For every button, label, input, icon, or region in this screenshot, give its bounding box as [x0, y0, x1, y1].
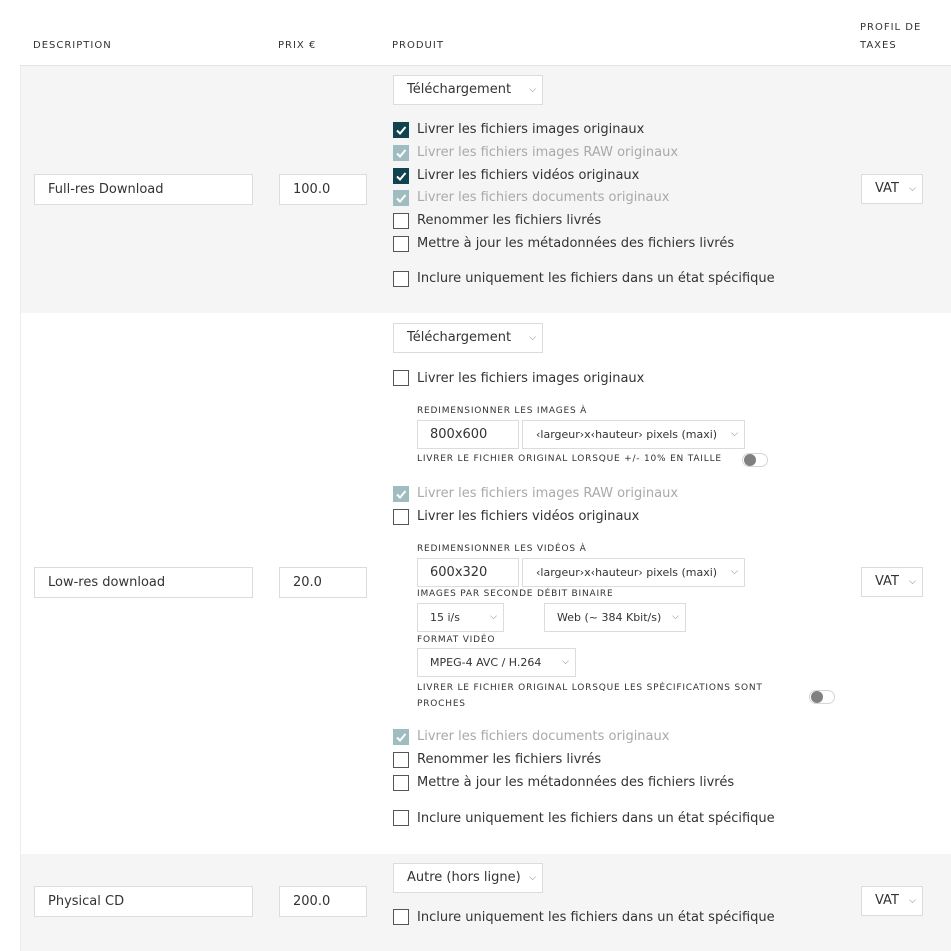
chevron-down-icon: ⌵ [529, 873, 536, 883]
fps-bitrate-label: IMAGES PAR SECONDE DÉBIT BINAIRE [417, 589, 614, 599]
checkbox-raw-images [393, 145, 409, 161]
checkbox-rename-files[interactable] [393, 752, 409, 768]
label-update-metadata: Mettre à jour les métadonnées des fichiers livrés [417, 775, 735, 790]
chevron-down-icon: ⌵ [909, 184, 916, 194]
header-tax-line2: TAXES [860, 40, 897, 51]
label-original-videos: Livrer les fichiers vidéos originaux [417, 168, 640, 183]
bitrate-select[interactable] [544, 603, 686, 632]
checkbox-original-images[interactable] [393, 370, 409, 386]
label-original-images: Livrer les fichiers images originaux [417, 371, 645, 386]
checkbox-original-videos[interactable] [393, 168, 409, 184]
video-keep-original-label-line2: PROCHES [417, 699, 466, 709]
video-format-label: FORMAT VIDÉO [417, 635, 496, 645]
chevron-down-icon: ⌵ [562, 657, 569, 667]
image-resize-unit-value: ‹largeur›x‹hauteur› pixels (maxi) [536, 428, 718, 441]
video-resize-label: REDIMENSIONNER LES VIDÉOS À [417, 544, 587, 554]
description-input[interactable]: Physical CD [34, 886, 253, 917]
header-price: PRIX € [278, 40, 317, 51]
label-specific-state: Inclure uniquement les fichiers dans un état spécifique [417, 811, 775, 826]
product-type-select[interactable] [393, 75, 543, 105]
toggle-knob [811, 691, 823, 703]
image-keep-original-label: LIVRER LE FICHIER ORIGINAL LORSQUE +/- 10% EN TAILLE [417, 454, 722, 464]
toggle-knob [744, 454, 756, 466]
checkbox-rename-files[interactable] [393, 213, 409, 229]
image-keep-original-toggle[interactable] [742, 453, 768, 467]
tax-profile-select[interactable] [861, 174, 923, 204]
label-original-images: Livrer les fichiers images originaux [417, 122, 645, 137]
tax-profile-value: VAT [875, 574, 899, 589]
header-product: PRODUIT [392, 40, 444, 51]
product-type-value: Téléchargement [407, 82, 512, 97]
bitrate-value: Web (~ 384 Kbit/s) [557, 611, 662, 624]
label-original-documents: Livrer les fichiers documents originaux [417, 729, 670, 744]
chevron-down-icon: ⌵ [731, 429, 738, 439]
tax-profile-value: VAT [875, 893, 899, 908]
chevron-down-icon: ⌵ [672, 612, 679, 622]
price-input[interactable]: 100.0 [279, 174, 367, 205]
checkbox-specific-state[interactable] [393, 810, 409, 826]
checkbox-original-documents [393, 190, 409, 206]
product-type-select[interactable] [393, 863, 543, 893]
image-resize-input[interactable]: 800x600 [417, 420, 519, 449]
video-keep-original-label-line1: LIVRER LE FICHIER ORIGINAL LORSQUE LES SPÉCIFICATIONS SONT [417, 683, 763, 693]
product-type-value: Téléchargement [407, 330, 512, 345]
label-rename-files: Renommer les fichiers livrés [417, 752, 602, 767]
checkbox-specific-state[interactable] [393, 909, 409, 925]
description-input[interactable]: Low-res download [34, 567, 253, 598]
label-specific-state: Inclure uniquement les fichiers dans un état spécifique [417, 910, 775, 925]
chevron-down-icon: ⌵ [909, 577, 916, 587]
table-header [20, 0, 951, 66]
checkbox-update-metadata[interactable] [393, 236, 409, 252]
checkbox-original-videos[interactable] [393, 509, 409, 525]
tax-profile-select[interactable] [861, 567, 923, 597]
video-keep-original-toggle[interactable] [809, 690, 835, 704]
checkbox-raw-images [393, 486, 409, 502]
table-row [20, 313, 951, 854]
tax-profile-value: VAT [875, 181, 899, 196]
header-description: DESCRIPTION [33, 40, 112, 51]
product-type-value: Autre (hors ligne) [407, 870, 521, 885]
table-row [20, 66, 951, 313]
video-resize-unit-value: ‹largeur›x‹hauteur› pixels (maxi) [536, 566, 718, 579]
chevron-down-icon: ⌵ [909, 896, 916, 906]
tax-profile-select[interactable] [861, 886, 923, 916]
table-row [20, 854, 951, 951]
fps-select[interactable] [417, 603, 504, 632]
image-resize-label: REDIMENSIONNER LES IMAGES À [417, 406, 588, 416]
price-input[interactable]: 200.0 [279, 886, 367, 917]
checkbox-update-metadata[interactable] [393, 775, 409, 791]
video-format-value: MPEG-4 AVC / H.264 [430, 656, 542, 669]
image-resize-unit-select[interactable] [522, 420, 745, 449]
product-type-select[interactable] [393, 323, 543, 353]
label-raw-images: Livrer les fichiers images RAW originaux [417, 145, 679, 160]
fps-value: 15 i/s [430, 611, 460, 624]
checkbox-original-images[interactable] [393, 122, 409, 138]
price-input[interactable]: 20.0 [279, 567, 367, 598]
label-rename-files: Renommer les fichiers livrés [417, 213, 602, 228]
label-original-videos: Livrer les fichiers vidéos originaux [417, 509, 640, 524]
video-resize-unit-select[interactable] [522, 558, 745, 587]
video-resize-input[interactable]: 600x320 [417, 558, 519, 587]
label-original-documents: Livrer les fichiers documents originaux [417, 190, 670, 205]
checkbox-original-documents [393, 729, 409, 745]
chevron-down-icon: ⌵ [731, 567, 738, 577]
checkbox-specific-state[interactable] [393, 271, 409, 287]
label-specific-state: Inclure uniquement les fichiers dans un état spécifique [417, 271, 775, 286]
header-tax-line1: PROFIL DE [860, 22, 922, 33]
chevron-down-icon: ⌵ [490, 612, 497, 622]
label-raw-images: Livrer les fichiers images RAW originaux [417, 486, 679, 501]
chevron-down-icon: ⌵ [529, 333, 536, 343]
video-format-select[interactable] [417, 648, 576, 677]
description-input[interactable]: Full-res Download [34, 174, 253, 205]
chevron-down-icon: ⌵ [529, 85, 536, 95]
label-update-metadata: Mettre à jour les métadonnées des fichiers livrés [417, 236, 735, 251]
